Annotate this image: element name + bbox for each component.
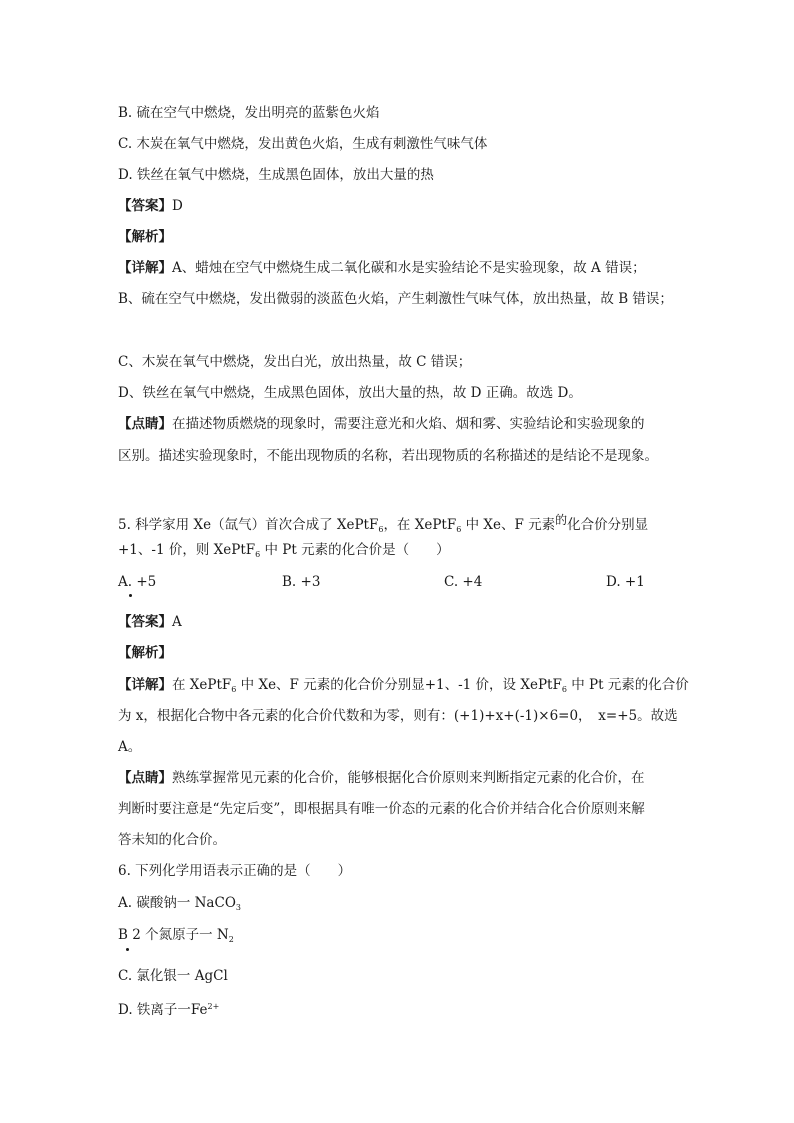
detail-q4-a: 【详解】A、蜡烛在空气中燃烧生成二氧化碳和水是实验结论不是实验现象，故 A 错误； — [118, 260, 646, 276]
option-a-q6: A. 碳酸钠一 NaCO$_3$ — [118, 895, 241, 912]
detail-q4-c: C、木炭在氧气中燃烧，发出白光，放出热量，故 C 错误； — [118, 354, 472, 370]
option-d-q4: D. 铁丝在氧气中燃烧，生成黑色固体，放出大量的热 — [118, 167, 434, 183]
option-b-q6: B 2 个氮原子一 $N_2$ — [118, 927, 234, 944]
tip-q5-line3: 答未知的化合价。 — [118, 832, 226, 848]
option-d-q6: D. 铁离子一$Fe^{2+}$ — [118, 1002, 220, 1018]
question-5-line1: 5. 科学家用 Xe（氙气）首次合成了 XePtF$_6$，在 XePtF$_6$ 中 Xe、F 元素的化合价分别显 — [118, 513, 649, 534]
detail-q4-b: B、硫在空气中燃烧，发出微弱的淡蓝色火焰，产生刺激性气味气体，放出热量，故 B 错误； — [118, 291, 673, 307]
answer-q5: 【答案】A — [118, 614, 182, 630]
question-5-line2: +1、-1 价，则 XePtF$_6$ 中 Pt 元素的化合价是（ ） — [118, 542, 450, 559]
emphasis-dot — [129, 594, 132, 597]
answer-q4: 【答案】D — [118, 198, 183, 214]
option-a-q5: A. +5 — [118, 574, 157, 590]
tip-q5-line1: 【点睛】熟练掌握常见元素的化合价，能够根据化合价原则来判断指定元素的化合价，在 — [118, 770, 645, 786]
emphasis-dot — [126, 948, 129, 951]
detail-q5-line2: 为 x，根据化合物中各元素的化合价代数和为零，则有：(+1)+x+(-1)×6=0， x=+5。故选 — [118, 708, 678, 724]
option-d-q5: D. +1 — [606, 574, 645, 590]
tip-q5-line2: 判断时要注意是“先定后变”，即根据具有唯一价态的元素的化合价并结合化合价原则来解 — [118, 801, 645, 817]
detail-q5-line3: A。 — [118, 739, 142, 755]
detail-q5-line1: 【详解】在 XePtF$_6$ 中 Xe、F 元素的化合价分别显+1、-1 价，设 XePtF$_6$ 中 Pt 元素的化合价 — [118, 677, 689, 694]
option-c-q6: C. 氯化银一 AgCl — [118, 968, 228, 984]
option-b-q5: B. +3 — [282, 574, 321, 590]
analysis-heading-q5: 【解析】 — [118, 645, 172, 661]
tip-q4-line1: 【点睛】在描述物质燃烧的现象时，需要注意光和火焰、烟和雾、实验结论和实验现象的 — [118, 416, 645, 432]
option-c-q4: C. 木炭在氧气中燃烧，发出黄色火焰，生成有刺激性气味气体 — [118, 136, 488, 152]
analysis-heading-q4: 【解析】 — [118, 229, 172, 245]
question-6: 6. 下列化学用语表示正确的是（ ） — [118, 863, 352, 879]
tip-q4-line2: 区别。描述实验现象时，不能出现物质的名称，若出现物质的名称描述的是结论不是现象。 — [118, 448, 658, 464]
option-c-q5: C. +4 — [444, 574, 483, 590]
detail-q4-d: D、铁丝在氧气中燃烧，生成黑色固体，放出大量的热，故 D 正确。故选 D。 — [118, 385, 582, 401]
option-b-q4: B. 硫在空气中燃烧，发出明亮的蓝紫色火焰 — [118, 105, 380, 121]
